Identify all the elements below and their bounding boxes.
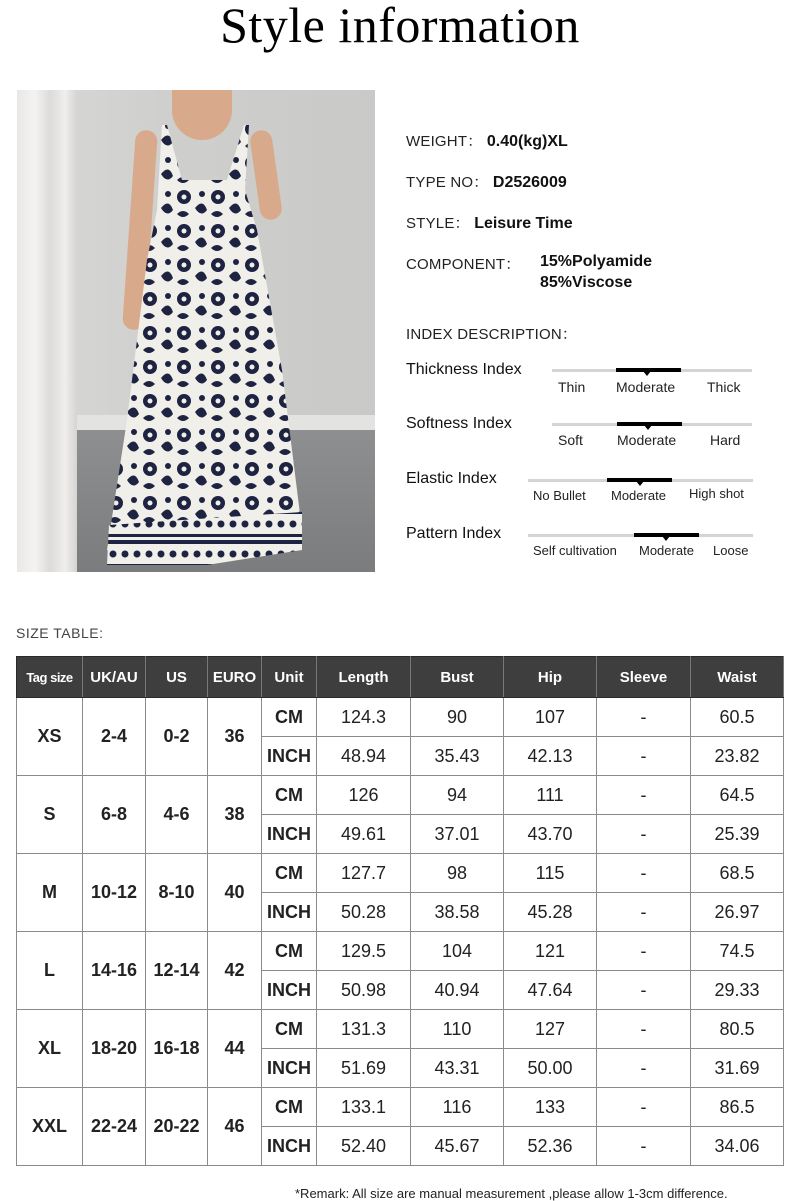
sleeve-cell: - bbox=[597, 1049, 691, 1088]
softness-option-hard: Hard bbox=[710, 432, 741, 448]
bust-cell: 45.67 bbox=[411, 1127, 504, 1166]
sleeve-cell: - bbox=[597, 1088, 691, 1127]
hip-cell: 50.00 bbox=[504, 1049, 597, 1088]
length-cell: 124.3 bbox=[317, 698, 411, 737]
unit-cell: INCH bbox=[262, 737, 317, 776]
bust-cell: 104 bbox=[411, 932, 504, 971]
waist-cell: 86.5 bbox=[691, 1088, 784, 1127]
pattern-option-self-cultivation: Self cultivation bbox=[533, 543, 617, 558]
sleeve-cell: - bbox=[597, 815, 691, 854]
thickness-option-thick: Thick bbox=[707, 379, 741, 395]
uk-au-cell: 10-12 bbox=[83, 854, 146, 932]
col-euro: EURO bbox=[208, 657, 262, 698]
col-uk-au: UK/AU bbox=[83, 657, 146, 698]
softness-index-marker-icon bbox=[644, 425, 652, 430]
uk-au-cell: 18-20 bbox=[83, 1010, 146, 1088]
uk-au-cell: 6-8 bbox=[83, 776, 146, 854]
size-table-header bbox=[17, 657, 784, 698]
hip-cell: 115 bbox=[504, 854, 597, 893]
spec-weight bbox=[406, 130, 568, 151]
softness-index-label: Softness Index bbox=[406, 415, 512, 432]
elastic-option-moderate: Moderate bbox=[611, 488, 666, 503]
sleeve-cell: - bbox=[597, 932, 691, 971]
unit-cell: CM bbox=[262, 776, 317, 815]
tag-size-cell: L bbox=[17, 932, 83, 1010]
us-cell: 20-22 bbox=[146, 1088, 208, 1166]
table-row-m-cm bbox=[17, 854, 784, 893]
waist-cell: 23.82 bbox=[691, 737, 784, 776]
unit-cell: CM bbox=[262, 932, 317, 971]
hip-cell: 52.36 bbox=[504, 1127, 597, 1166]
product-photo bbox=[17, 90, 375, 572]
waist-cell: 68.5 bbox=[691, 854, 784, 893]
component-label: COMPONENT： bbox=[406, 256, 521, 273]
thickness-index-label: Thickness Index bbox=[406, 361, 522, 378]
euro-cell: 44 bbox=[208, 1010, 262, 1088]
unit-cell: INCH bbox=[262, 971, 317, 1010]
pattern-index-label: Pattern Index bbox=[406, 525, 502, 542]
hip-cell: 121 bbox=[504, 932, 597, 971]
page-title: Style information bbox=[220, 0, 580, 53]
col-length: Length bbox=[317, 657, 411, 698]
hip-cell: 111 bbox=[504, 776, 597, 815]
sleeve-cell: - bbox=[597, 1010, 691, 1049]
length-cell: 49.61 bbox=[317, 815, 411, 854]
sleeve-cell: - bbox=[597, 971, 691, 1010]
col-sleeve: Sleeve bbox=[597, 657, 691, 698]
spec-type-no bbox=[406, 171, 567, 192]
size-table-label: SIZE TABLE: bbox=[16, 625, 104, 641]
thickness-option-moderate: Moderate bbox=[616, 379, 676, 395]
tag-size-cell: XXL bbox=[17, 1088, 83, 1166]
length-cell: 126 bbox=[317, 776, 411, 815]
component-value-2: 85%Viscose bbox=[540, 274, 633, 291]
length-cell: 50.28 bbox=[317, 893, 411, 932]
spec-style bbox=[406, 212, 573, 233]
euro-cell: 36 bbox=[208, 698, 262, 776]
length-cell: 129.5 bbox=[317, 932, 411, 971]
us-cell: 4-6 bbox=[146, 776, 208, 854]
elastic-option-no-bullet: No Bullet bbox=[533, 488, 586, 503]
hip-cell: 107 bbox=[504, 698, 597, 737]
length-cell: 52.40 bbox=[317, 1127, 411, 1166]
hip-cell: 45.28 bbox=[504, 893, 597, 932]
euro-cell: 46 bbox=[208, 1088, 262, 1166]
bust-cell: 35.43 bbox=[411, 737, 504, 776]
length-cell: 131.3 bbox=[317, 1010, 411, 1049]
bust-cell: 110 bbox=[411, 1010, 504, 1049]
sleeve-cell: - bbox=[597, 776, 691, 815]
elastic-option-high-shot: High shot bbox=[689, 486, 744, 501]
spec-component bbox=[406, 253, 653, 291]
col-waist: Waist bbox=[691, 657, 784, 698]
us-cell: 8-10 bbox=[146, 854, 208, 932]
table-row-s-cm bbox=[17, 776, 784, 815]
unit-cell: CM bbox=[262, 698, 317, 737]
sleeve-cell: - bbox=[597, 1127, 691, 1166]
waist-cell: 26.97 bbox=[691, 893, 784, 932]
unit-cell: INCH bbox=[262, 893, 317, 932]
uk-au-cell: 22-24 bbox=[83, 1088, 146, 1166]
col-bust: Bust bbox=[411, 657, 504, 698]
us-cell: 16-18 bbox=[146, 1010, 208, 1088]
table-row-xs-cm bbox=[17, 698, 784, 737]
unit-cell: CM bbox=[262, 1088, 317, 1127]
hip-cell: 43.70 bbox=[504, 815, 597, 854]
euro-cell: 42 bbox=[208, 932, 262, 1010]
uk-au-cell: 14-16 bbox=[83, 932, 146, 1010]
pattern-index-marker-icon bbox=[662, 536, 670, 541]
unit-cell: INCH bbox=[262, 815, 317, 854]
sleeve-cell: - bbox=[597, 737, 691, 776]
bust-cell: 37.01 bbox=[411, 815, 504, 854]
sleeve-cell: - bbox=[597, 698, 691, 737]
bust-cell: 94 bbox=[411, 776, 504, 815]
tag-size-cell: M bbox=[17, 854, 83, 932]
sleeve-cell: - bbox=[597, 893, 691, 932]
elastic-index-marker-icon bbox=[636, 481, 644, 486]
length-cell: 50.98 bbox=[317, 971, 411, 1010]
sleeve-cell: - bbox=[597, 854, 691, 893]
unit-cell: INCH bbox=[262, 1049, 317, 1088]
hip-cell: 47.64 bbox=[504, 971, 597, 1010]
hip-cell: 127 bbox=[504, 1010, 597, 1049]
col-us: US bbox=[146, 657, 208, 698]
component-value-1: 15%Polyamide bbox=[540, 253, 653, 270]
table-row-xl-cm bbox=[17, 1010, 784, 1049]
length-cell: 48.94 bbox=[317, 737, 411, 776]
length-cell: 51.69 bbox=[317, 1049, 411, 1088]
hip-cell: 42.13 bbox=[504, 737, 597, 776]
weight-label: WEIGHT： bbox=[406, 133, 483, 150]
table-row-xxl-cm bbox=[17, 1088, 784, 1127]
unit-cell: INCH bbox=[262, 1127, 317, 1166]
waist-cell: 34.06 bbox=[691, 1127, 784, 1166]
col-tag-size: Tag size bbox=[17, 657, 83, 698]
waist-cell: 64.5 bbox=[691, 776, 784, 815]
hip-cell: 133 bbox=[504, 1088, 597, 1127]
type-no-label: TYPE NO： bbox=[406, 174, 489, 191]
size-table bbox=[16, 656, 784, 1166]
bust-cell: 38.58 bbox=[411, 893, 504, 932]
length-cell: 133.1 bbox=[317, 1088, 411, 1127]
type-no-value: D2526009 bbox=[492, 174, 567, 191]
floral-dress-image bbox=[107, 120, 302, 565]
bust-cell: 98 bbox=[411, 854, 504, 893]
us-cell: 12-14 bbox=[146, 932, 208, 1010]
tag-size-cell: XL bbox=[17, 1010, 83, 1088]
euro-cell: 40 bbox=[208, 854, 262, 932]
tag-size-cell: S bbox=[17, 776, 83, 854]
waist-cell: 60.5 bbox=[691, 698, 784, 737]
style-label: STYLE： bbox=[406, 215, 470, 232]
style-value: Leisure Time bbox=[474, 215, 573, 232]
length-cell: 127.7 bbox=[317, 854, 411, 893]
waist-cell: 25.39 bbox=[691, 815, 784, 854]
unit-cell: CM bbox=[262, 1010, 317, 1049]
waist-cell: 74.5 bbox=[691, 932, 784, 971]
tag-size-cell: XS bbox=[17, 698, 83, 776]
weight-value: 0.40(kg)XL bbox=[486, 133, 568, 150]
table-row-l-cm bbox=[17, 932, 784, 971]
thickness-option-thin: Thin bbox=[558, 379, 586, 395]
pattern-option-loose: Loose bbox=[713, 543, 749, 558]
bust-cell: 90 bbox=[411, 698, 504, 737]
elastic-index-label: Elastic Index bbox=[406, 470, 497, 487]
softness-option-moderate: Moderate bbox=[617, 432, 677, 448]
unit-cell: CM bbox=[262, 854, 317, 893]
pattern-option-moderate: Moderate bbox=[639, 543, 694, 558]
waist-cell: 80.5 bbox=[691, 1010, 784, 1049]
bust-cell: 116 bbox=[411, 1088, 504, 1127]
col-unit: Unit bbox=[262, 657, 317, 698]
us-cell: 0-2 bbox=[146, 698, 208, 776]
measurement-remark: *Remark: All size are manual measurement ,please allow 1-3cm difference. bbox=[295, 1186, 728, 1201]
bust-cell: 40.94 bbox=[411, 971, 504, 1010]
col-hip: Hip bbox=[504, 657, 597, 698]
waist-cell: 31.69 bbox=[691, 1049, 784, 1088]
uk-au-cell: 2-4 bbox=[83, 698, 146, 776]
waist-cell: 29.33 bbox=[691, 971, 784, 1010]
photo-curtain bbox=[17, 90, 77, 572]
bust-cell: 43.31 bbox=[411, 1049, 504, 1088]
softness-option-soft: Soft bbox=[558, 432, 583, 448]
index-description-heading: INDEX DESCRIPTION： bbox=[406, 326, 578, 343]
thickness-index-marker-icon bbox=[643, 371, 651, 376]
euro-cell: 38 bbox=[208, 776, 262, 854]
